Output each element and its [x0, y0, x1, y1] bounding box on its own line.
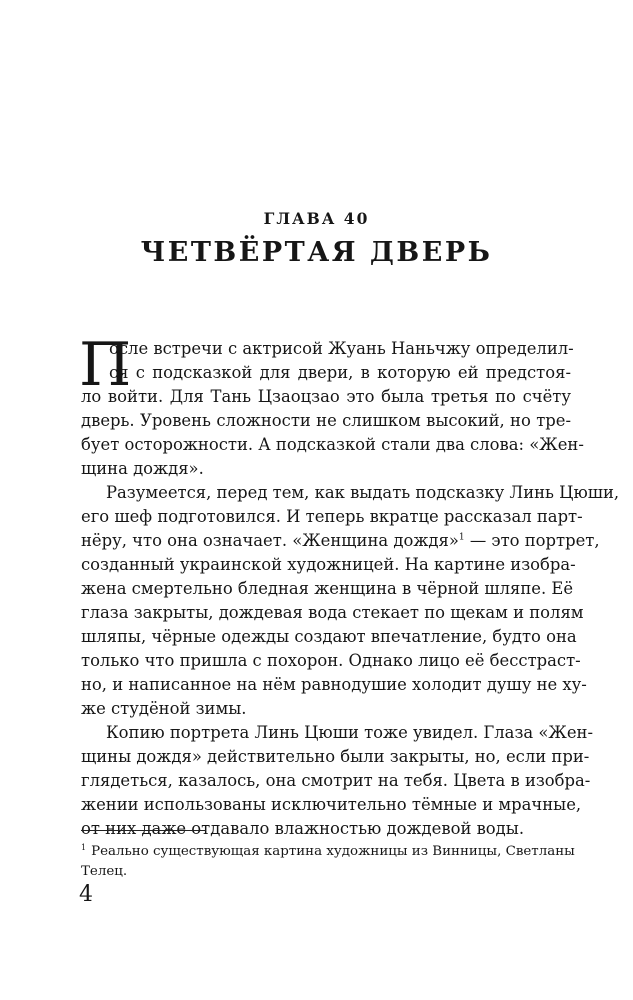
- footnote-line: [81, 842, 575, 862]
- body-line: осле встречи с актрисой Жуань Наньчжу определил-: [109, 339, 574, 358]
- body-line: Копию портрета Линь Цюши тоже увидел. Глаза «Жен-: [106, 723, 593, 742]
- footnote: [81, 842, 575, 882]
- body-line: ся с подсказкой для двери, в которую ей предстоя-: [109, 363, 571, 382]
- footnote-text: Реально существующая картина художницы из Винницы, Светланы: [91, 844, 575, 859]
- body-line: щина дождя».: [81, 459, 204, 478]
- body-line: жении использованы исключительно тёмные и мрачные,: [81, 795, 582, 814]
- body-line: от них даже отдавало влажностью дождевой воды.: [81, 819, 525, 838]
- body-line: же студёной зимы.: [81, 699, 247, 718]
- body-line: бует осторожности. А подсказкой стали два слова: «Жен-: [81, 435, 584, 454]
- body-line: но, и написанное на нём равнодушие холодит душу не ху-: [81, 675, 587, 694]
- page-number: 4: [79, 882, 93, 907]
- body-line: его шеф подготовился. И теперь вкратце рассказал парт-: [81, 507, 583, 526]
- body-line-part: нёру, что она означает. «Женщина дождя»: [81, 531, 459, 550]
- body-line: глаза закрыты, дождевая вода стекает по щекам и полям: [81, 603, 584, 622]
- footnote-mark: 1: [81, 842, 87, 852]
- chapter-label: ГЛАВА 40: [263, 209, 370, 228]
- body-line: ло войти. Для Тань Цзаоцзао это была третья по счёту: [81, 387, 571, 406]
- body-line: созданный украинской художницей. На картине изобра-: [81, 555, 576, 574]
- body-line: Разумеется, перед тем, как выдать подсказку Линь Цюши,: [106, 483, 620, 502]
- body-line: шляпы, чёрные одежды создают впечатление, будто она: [81, 627, 577, 646]
- body-line: глядеться, казалось, она смотрит на тебя. Цвета в изобра-: [81, 771, 591, 790]
- chapter-body: [79, 330, 620, 841]
- body-line: только что пришла с похорон. Однако лицо её бесстраст-: [81, 651, 581, 670]
- chapter-title: ЧЕТВЁРТАЯ ДВЕРЬ: [140, 237, 493, 268]
- body-line: [81, 529, 600, 553]
- body-line: дверь. Уровень сложности не слишком высокий, но тре-: [81, 411, 571, 430]
- body-line: жена смертельно бледная женщина в чёрной шляпе. Её: [81, 579, 574, 598]
- footnote-divider: [81, 830, 206, 831]
- footnote-line: Телец.: [81, 864, 128, 879]
- drop-cap: П: [79, 330, 132, 400]
- footnote-reference: 1: [458, 532, 465, 543]
- body-line-part: — это портрет,: [464, 531, 600, 550]
- body-line: щины дождя» действительно были закрыты, но, если при-: [81, 747, 590, 766]
